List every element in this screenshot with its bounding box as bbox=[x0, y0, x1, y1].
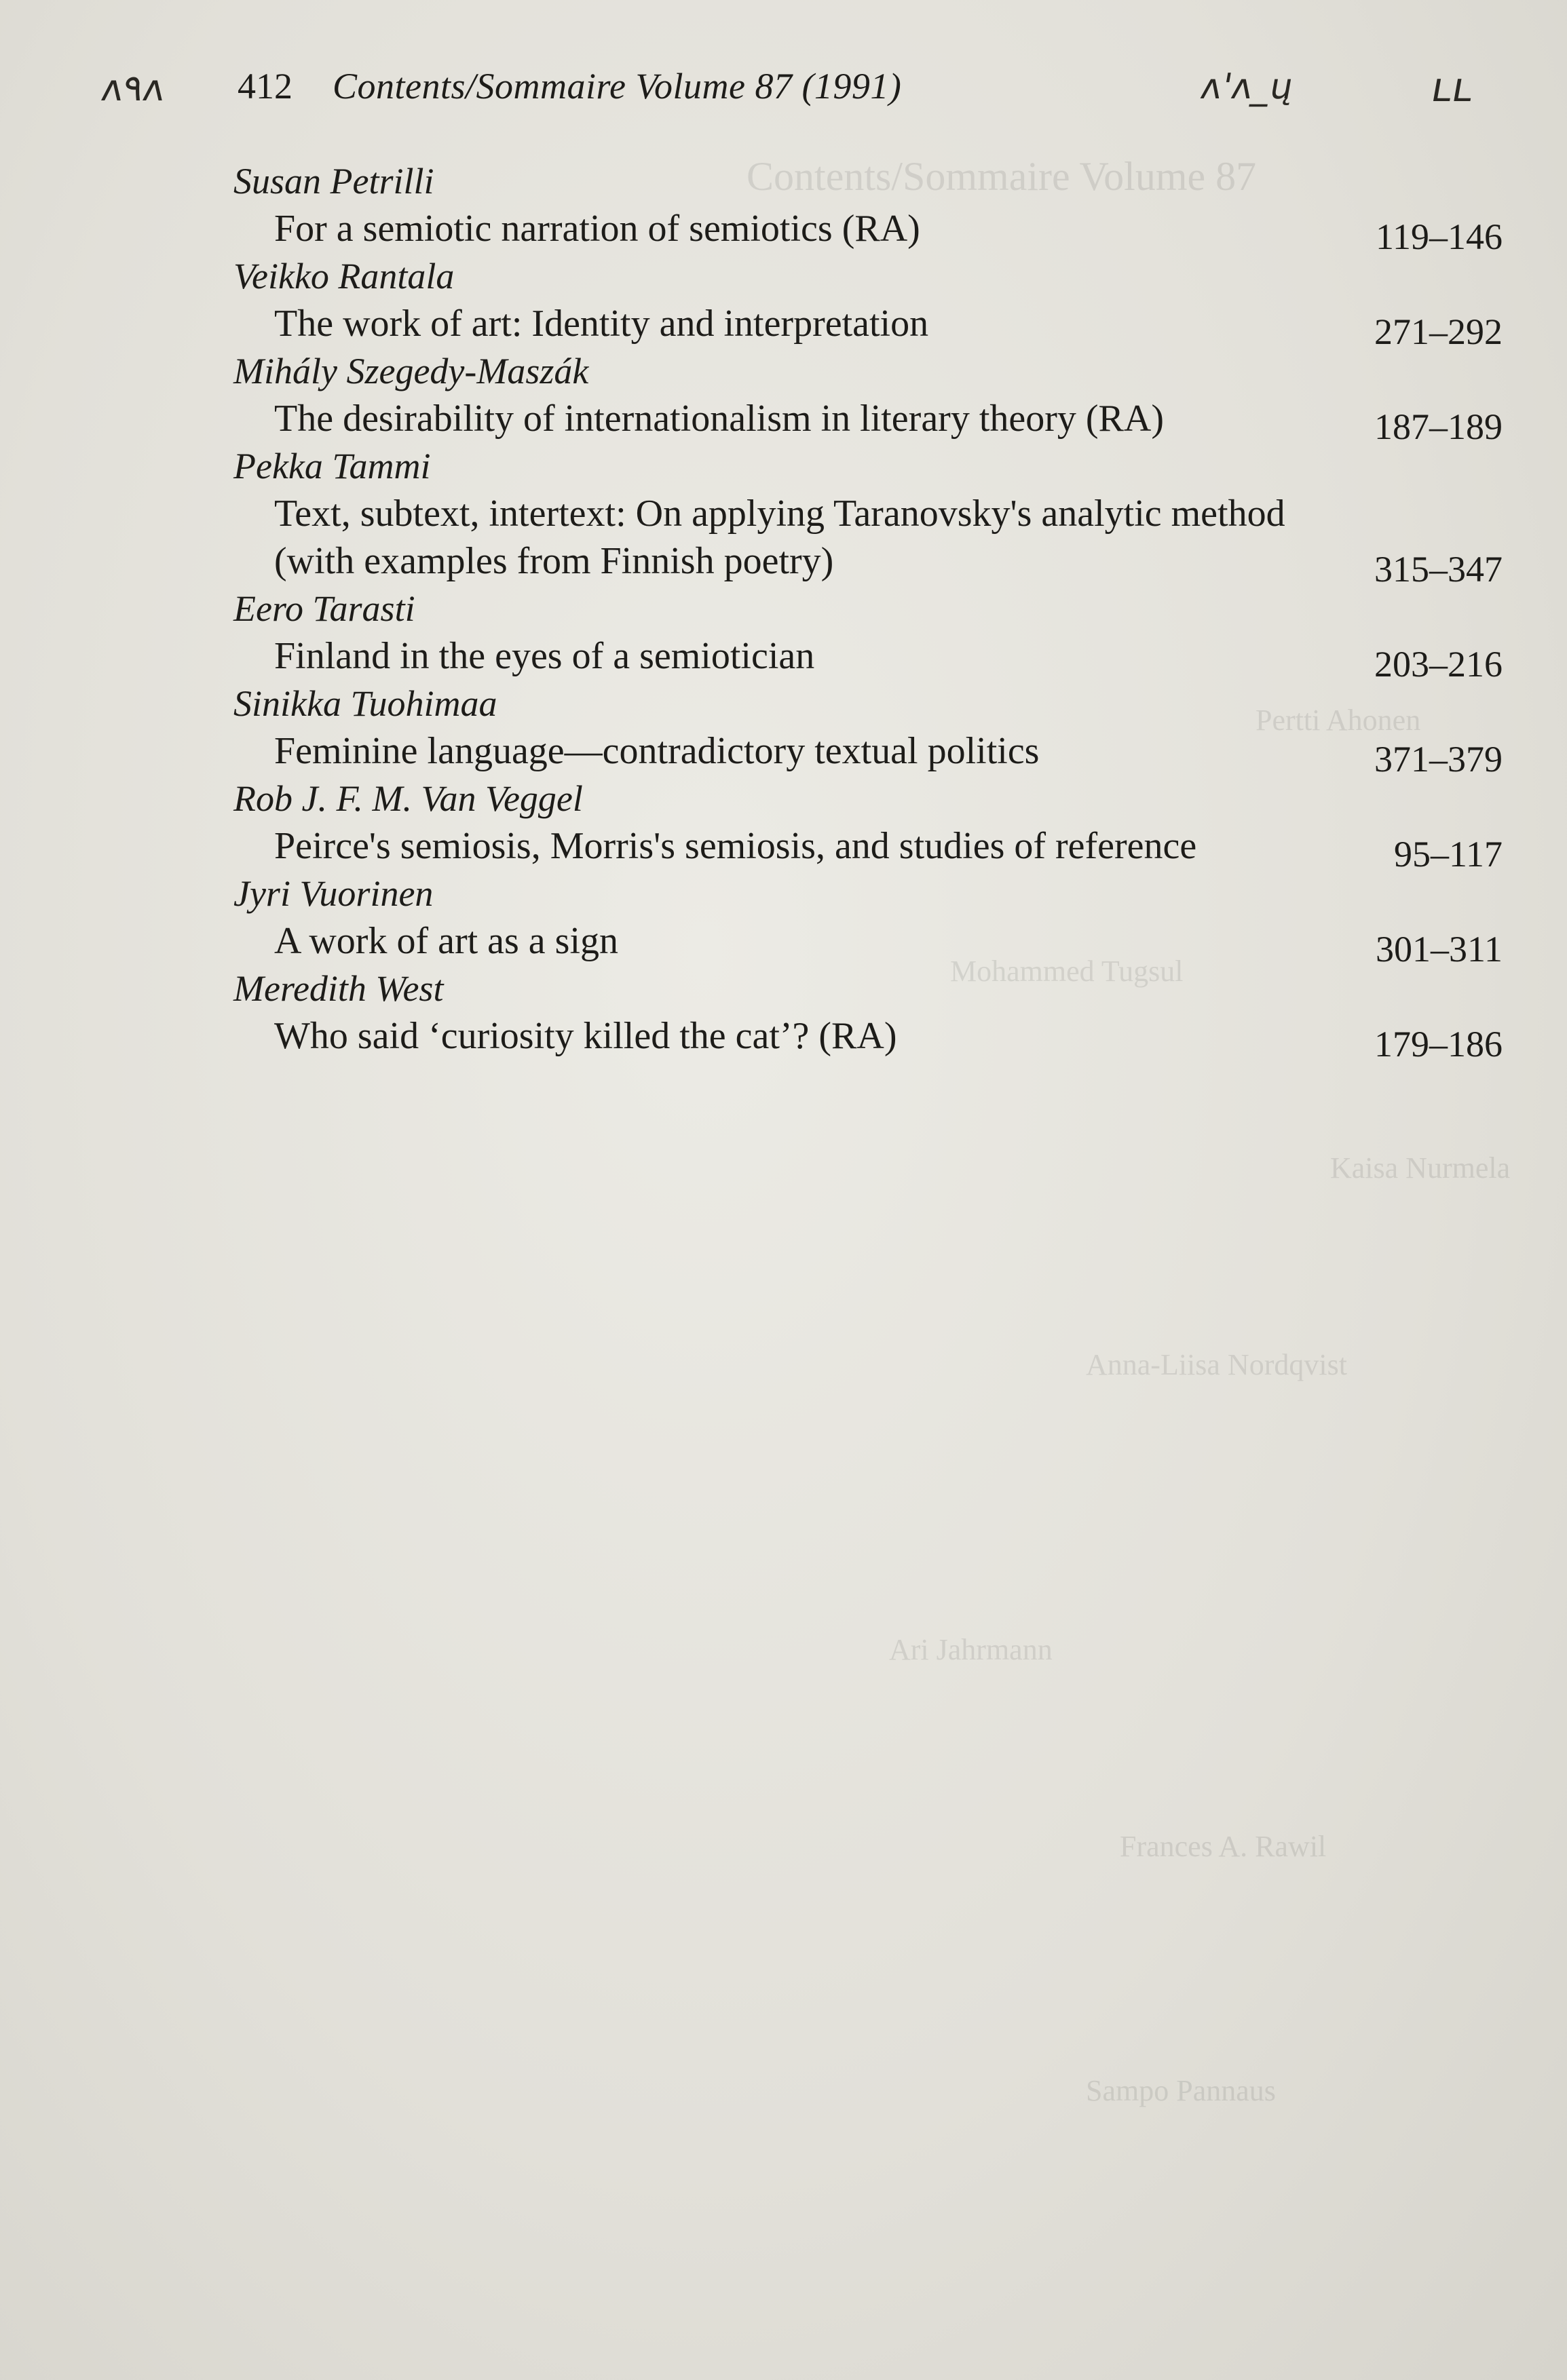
show-through-line: Mohammed Tugsul bbox=[950, 955, 1184, 988]
toc-entry bbox=[233, 347, 1503, 447]
entry-title: A work of art as a sign bbox=[274, 920, 619, 962]
entry-author: Pekka Tammi bbox=[233, 446, 431, 486]
show-through-line: Ari Jahrmann bbox=[889, 1633, 1053, 1666]
entry-title: Who said ‘curiosity killed the cat’? (RA) bbox=[274, 1015, 897, 1057]
entry-title-row bbox=[233, 822, 1503, 875]
entry-title-row bbox=[233, 395, 1503, 447]
entry-pages: 301–311 bbox=[1376, 929, 1503, 970]
entry-pages: 187–189 bbox=[1374, 406, 1503, 447]
entry-title-row bbox=[233, 632, 1503, 685]
entry-author: Jyri Vuorinen bbox=[233, 873, 434, 914]
entry-pages: 119–146 bbox=[1376, 216, 1503, 257]
toc-entry bbox=[233, 775, 1503, 875]
entry-pages: 203–216 bbox=[1374, 644, 1503, 685]
toc-entry bbox=[233, 442, 1503, 590]
entry-author: Meredith West bbox=[233, 968, 444, 1009]
entry-author: Mihály Szegedy-Maszák bbox=[233, 351, 589, 391]
entry-title: Peirce's semiosis, Morris's semiosis, and studies of reference bbox=[274, 825, 1197, 867]
entry-title: For a semiotic narration of semiotics (RA) bbox=[274, 208, 920, 250]
entry-title: Text, subtext, intertext: On applying Taranovsky's analytic method (with examples from Finnish poetry) bbox=[274, 493, 1285, 582]
show-through-header: Contents/Sommaire Volume 87 bbox=[747, 154, 1257, 199]
toc-entry bbox=[233, 965, 1503, 1064]
page-header bbox=[98, 62, 1527, 117]
toc-entry bbox=[233, 680, 1503, 780]
toc-entry bbox=[233, 870, 1503, 970]
entry-title-row bbox=[233, 917, 1503, 970]
handwritten-mark-middle: ʌ'ʌ_ų bbox=[1197, 66, 1297, 107]
show-through-line: Pertti Ahonen bbox=[1256, 704, 1421, 737]
entry-pages: 371–379 bbox=[1374, 739, 1503, 780]
entry-title-row bbox=[233, 205, 1503, 257]
table-of-contents bbox=[233, 154, 1503, 1064]
entry-title-row bbox=[233, 1012, 1503, 1064]
entry-title: Feminine language—contradictory textual politics bbox=[274, 730, 1040, 772]
entry-author: Eero Tarasti bbox=[233, 588, 415, 629]
show-through-line: Frances A. Rawil bbox=[1120, 1830, 1327, 1863]
page-number: 412 bbox=[238, 66, 292, 107]
entry-title: The work of art: Identity and interpretation bbox=[274, 303, 929, 345]
show-through-line: Sampo Pannaus bbox=[1086, 2074, 1276, 2107]
running-title: Contents/Sommaire Volume 87 (1991) bbox=[333, 66, 902, 107]
entry-author: Rob J. F. M. Van Veggel bbox=[233, 778, 583, 819]
entry-pages: 179–186 bbox=[1374, 1024, 1503, 1064]
handwritten-mark-left: ʌ٩ʌ bbox=[98, 66, 168, 109]
toc-entry bbox=[233, 585, 1503, 685]
toc-entry bbox=[233, 154, 1503, 257]
entry-pages: 95–117 bbox=[1394, 834, 1503, 875]
show-through-line: Anna-Liisa Nordqvist bbox=[1086, 1348, 1347, 1381]
entry-author: Veikko Rantala bbox=[233, 256, 455, 296]
entry-pages: 271–292 bbox=[1374, 311, 1503, 352]
entry-pages: 315–347 bbox=[1374, 549, 1503, 590]
handwritten-mark-right: ʟʟ bbox=[1427, 64, 1477, 111]
entry-author: Sinikka Tuohimaa bbox=[233, 683, 497, 724]
entry-title: Finland in the eyes of a semiotician bbox=[274, 635, 815, 677]
show-through-line: Kaisa Nurmela bbox=[1330, 1151, 1511, 1185]
entry-author: Susan Petrilli bbox=[233, 161, 434, 201]
entry-title-row bbox=[233, 727, 1503, 780]
entry-title-row bbox=[233, 300, 1503, 352]
toc-entry bbox=[233, 252, 1503, 352]
entry-title-row bbox=[233, 490, 1503, 590]
entry-title: The desirability of internationalism in literary theory (RA) bbox=[274, 398, 1164, 440]
